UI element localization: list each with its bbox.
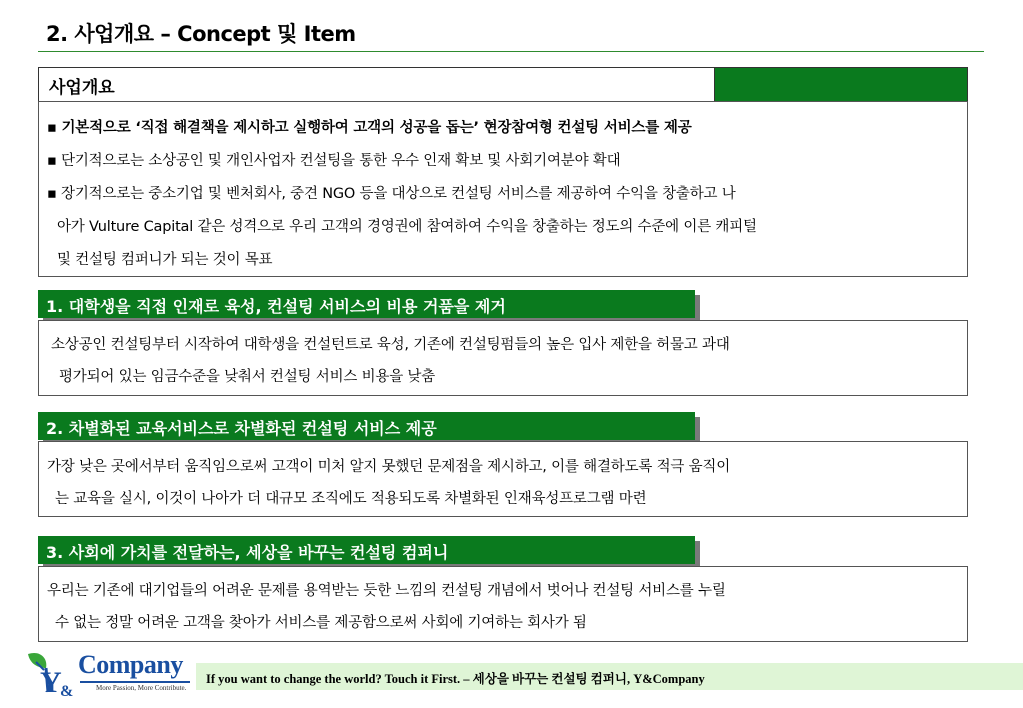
- logo-tagline: More Passion, More Contribute.: [96, 684, 187, 692]
- logo-ampersand: &: [60, 683, 74, 700]
- section-1-line: 평가되어 있는 임금수준을 낮춰서 컨설팅 서비스 비용을 낮춤: [59, 369, 436, 385]
- overview-line: ▪ 장기적으로는 중소기업 및 벤처회사, 중견 NGO 등을 대상으로 컨설팅 서비스를 제공하여 수익을 창출하고 나: [47, 186, 736, 202]
- section-1-line: 소상공인 컨설팅부터 시작하여 대학생을 컨설턴트로 육성, 기존에 컨설팅펌들의 높은 입사 제한을 허물고 과대: [51, 337, 730, 353]
- overview-line: 및 컨설팅 컴퍼니가 되는 것이 목표: [57, 252, 273, 268]
- overview-body: [38, 101, 968, 277]
- section-3-heading-text: 3. 사회에 가치를 전달하는, 세상을 바꾸는 컨설팅 컴퍼니: [46, 543, 449, 562]
- page-title: 2. 사업개요 – Concept 및 Item: [46, 22, 356, 46]
- section-3-line: 우리는 기존에 대기업들의 어려운 문제를 용역받는 듯한 느낌의 컨설팅 개념에서 벗어나 컨설팅 서비스를 누릴: [47, 583, 726, 599]
- leaf-icon: [22, 648, 82, 700]
- title-divider: [38, 51, 984, 52]
- section-2-heading-text: 2. 차별화된 교육서비스로 차별화된 컨설팅 서비스 제공: [46, 419, 437, 438]
- footer-bar: [196, 663, 1023, 690]
- section-3-body: [38, 566, 968, 642]
- company-logo: [22, 648, 192, 700]
- section-2-heading: [38, 412, 695, 440]
- overview-header-label: 사업개요: [49, 78, 115, 98]
- overview-line: ▪ 기본적으로 ‘직접 해결책을 제시하고 실행하여 고객의 성공을 돕는’ 현장참여형 컨설팅 서비스를 제공: [47, 120, 692, 136]
- overview-header-accent: [714, 68, 967, 101]
- logo-y: Y: [40, 666, 62, 699]
- section-3-heading: [38, 536, 695, 564]
- footer-slogan: If you want to change the world? Touch it First. – 세상을 바꾸는 컨설팅 컴퍼니, Y&Company: [206, 672, 705, 686]
- section-1-heading: [38, 290, 695, 318]
- overview-header: [38, 67, 968, 102]
- logo-underline: [80, 681, 190, 683]
- logo-company-name: Company: [78, 650, 183, 679]
- section-2-line: 가장 낮은 곳에서부터 움직임으로써 고객이 미처 알지 못했던 문제점을 제시하고, 이를 해결하도록 적극 움직이: [47, 459, 731, 475]
- section-2-body: [38, 441, 968, 517]
- overview-line: ▪ 단기적으로는 소상공인 및 개인사업자 컨설팅을 통한 우수 인재 확보 및 사회기여분야 확대: [47, 153, 621, 169]
- section-1-body: [38, 320, 968, 396]
- section-3-line: 수 없는 정말 어려운 고객을 찾아가 서비스를 제공함으로써 사회에 기여하는 회사가 됨: [55, 615, 587, 631]
- overview-line: 아가 Vulture Capital 같은 성격으로 우리 고객의 경영권에 참여하여 수익을 창출하는 정도의 수준에 이른 캐피털: [57, 219, 757, 235]
- section-2-line: 는 교육을 실시, 이것이 나아가 더 대규모 조직에도 적용되도록 차별화된 인재육성프로그램 마련: [55, 491, 647, 507]
- section-1-heading-text: 1. 대학생을 직접 인재로 육성, 컨설팅 서비스의 비용 거품을 제거: [46, 297, 506, 316]
